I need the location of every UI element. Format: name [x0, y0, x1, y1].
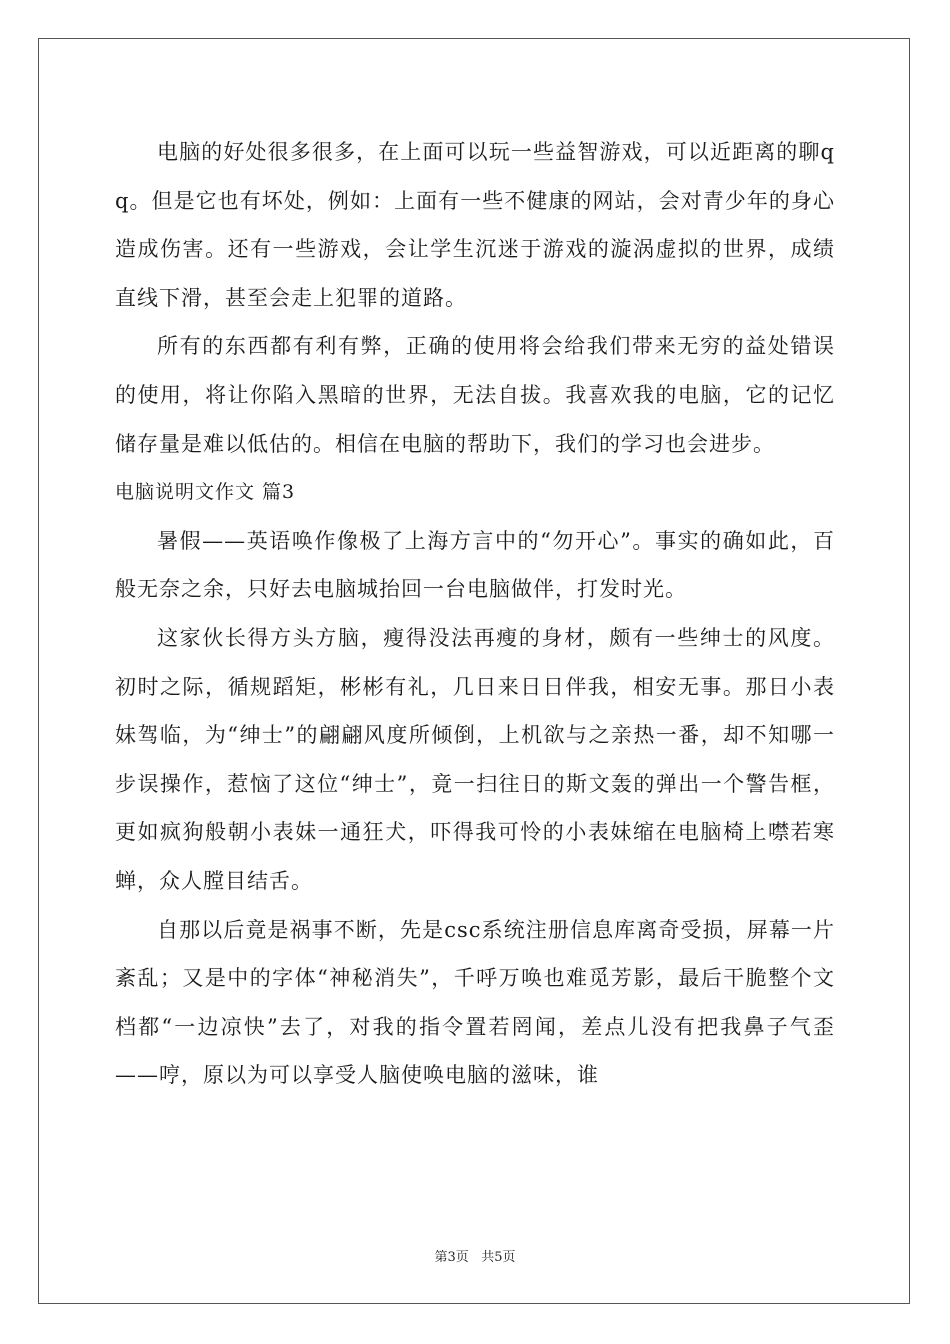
page-footer — [0, 1246, 950, 1265]
paragraph-4: 这家伙长得方头方脑，瘦得没法再瘦的身材，颇有一些绅士的风度。初时之际，循规蹈矩，彬彬有礼，几日来日日伴我，相安无事。那日小表妹驾临，为“绅士”的翩翩风度所倾倒，上机欲与之亲热一番，却不知哪一步误操作，惹恼了这位“绅士”，竟一扫往日的斯文轰的弹出一个警告框，更如疯狗般朝小表妹一通狂犬，吓得我可怜的小表妹缩在电脑椅上噤若寒蝉，众人膛目结舌。 — [115, 625, 835, 893]
paragraph-3: 暑假——英语唤作像极了上海方言中的“勿开心”。事实的确如此，百般无奈之余，只好去电脑城抬回一台电脑做伴，打发时光。 — [115, 528, 835, 602]
page-total: 共5页 — [481, 1250, 516, 1265]
paragraph-2: 所有的东西都有利有弊，正确的使用将会给我们带来无穷的益处错误的使用，将让你陷入黑暗的世界，无法自拔。我喜欢我的电脑，它的记忆储存量是难以低估的。相信在电脑的帮助下，我们的学习也会进步。 — [115, 334, 835, 456]
section-heading: 电脑说明文作文 篇3 — [115, 481, 296, 504]
page-number: 第3页 — [434, 1250, 469, 1265]
paragraph-1: 电脑的好处很多很多，在上面可以玩一些益智游戏，可以近距离的聊qq。但是它也有坏处，例如：上面有一些不健康的网站，会对青少年的身心造成伤害。还有一些游戏，会让学生沉迷于游戏的漩涡虚拟的世界，成绩直线下滑，甚至会走上犯罪的道路。 — [115, 140, 835, 310]
paragraph-5: 自那以后竟是祸事不断，先是csc系统注册信息库离奇受损，屏幕一片紊乱；又是中的字体“神秘消失”，千呼万唤也难觅芳影，最后干脆整个文档都“一边凉快”去了，对我的指令置若罔闻，差点儿没有把我鼻子气歪——哼，原以为可以享受人脑使唤电脑的滋味，谁 — [115, 917, 835, 1088]
document-body — [115, 128, 835, 1100]
